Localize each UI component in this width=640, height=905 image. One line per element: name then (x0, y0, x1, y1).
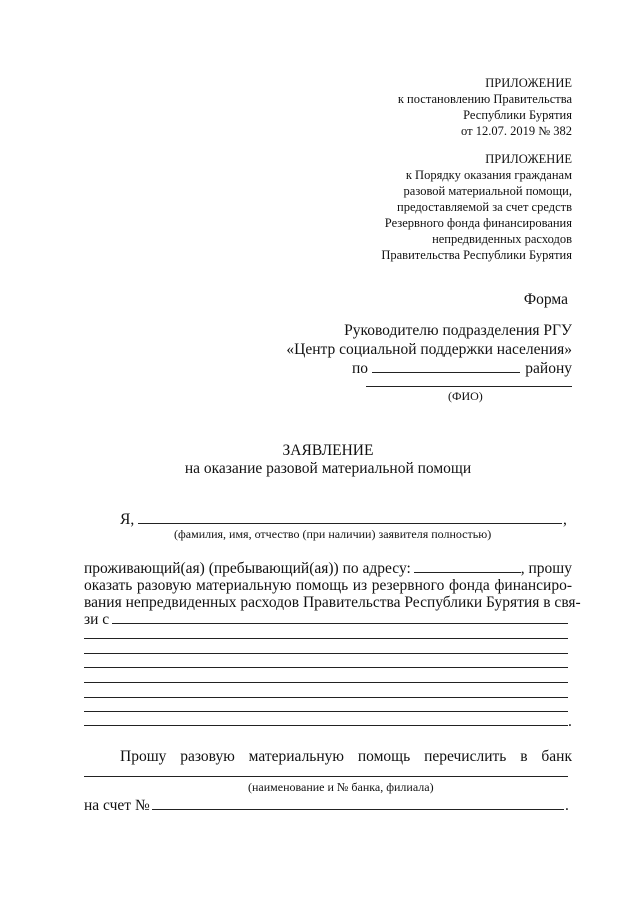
reason-blank-5[interactable] (84, 682, 568, 683)
applicant-prefix: Я, (120, 511, 135, 528)
district-blank[interactable] (372, 372, 520, 373)
appendix-1-line-2: Республики Бурятия (463, 108, 572, 122)
addressee-district-prefix: по (352, 360, 369, 377)
appendix-1-line-3: от 12.07. 2019 № 382 (461, 124, 572, 138)
account-prefix: на счет № (84, 797, 150, 814)
applicant-suffix: , (563, 511, 567, 528)
document-subtitle: на оказание разовой материальной помощи (184, 460, 472, 477)
fio-caption: (ФИО) (448, 389, 483, 403)
applicant-caption: (фамилия, имя, отчество (при наличии) заявителя полностью) (174, 527, 492, 541)
fio-blank[interactable] (366, 386, 572, 387)
document-title: ЗАЯВЛЕНИЕ (282, 442, 374, 459)
body-line-4-prefix: зи с (84, 611, 110, 628)
reason-blank-3[interactable] (84, 653, 568, 654)
appendix-2-title: ПРИЛОЖЕНИЕ (485, 152, 572, 166)
bank-caption: (наименование и № банка, филиала) (248, 780, 434, 794)
appendix-2-line-6: Правительства Республики Бурятия (381, 248, 572, 262)
body-line-2: оказать разовую материальную помощь из резервного фонда финансиро- (84, 577, 572, 594)
addressee-line-2: «Центр социальной поддержки населения» (286, 341, 572, 358)
account-blank[interactable] (152, 809, 564, 810)
reason-end-period: . (568, 713, 572, 730)
reason-blank-4[interactable] (84, 667, 568, 668)
body-line-3: вания непредвиденных расходов Правительства Республики Бурятия в свя- (84, 594, 581, 611)
addressee-district-suffix: району (525, 360, 572, 377)
form-label: Форма (523, 291, 568, 308)
appendix-1-line-1: к постановлению Правительства (397, 92, 572, 106)
appendix-2-line-1: к Порядку оказания гражданам (405, 168, 572, 182)
reason-blank-6[interactable] (84, 697, 568, 698)
bank-line-1: Прошу разовую материальную помощь перечислить в банк (120, 748, 572, 765)
appendix-2-line-4: Резервного фонда финансирования (384, 216, 572, 230)
applicant-name-blank[interactable] (138, 523, 562, 524)
appendix-2-line-2: разовой материальной помощи, (403, 184, 572, 198)
bank-blank[interactable] (84, 776, 568, 777)
appendix-2-line-5: непредвиденных расходов (432, 232, 572, 246)
body-line-1-a: проживающий(ая) (пребывающий(ая)) по адресу: (84, 560, 411, 577)
appendix-2-line-3: предоставляемой за счет средств (397, 200, 572, 214)
account-suffix: . (565, 797, 569, 814)
addressee-line-1: Руководителю подразделения РГУ (344, 322, 572, 339)
reason-blank-2[interactable] (84, 638, 568, 639)
address-blank[interactable] (414, 572, 521, 573)
appendix-1-title: ПРИЛОЖЕНИЕ (485, 76, 572, 90)
reason-blank-8[interactable] (84, 725, 568, 726)
body-line-1-b: , прошу (520, 560, 572, 577)
reason-blank-7[interactable] (84, 711, 568, 712)
reason-blank-1[interactable] (112, 623, 568, 624)
